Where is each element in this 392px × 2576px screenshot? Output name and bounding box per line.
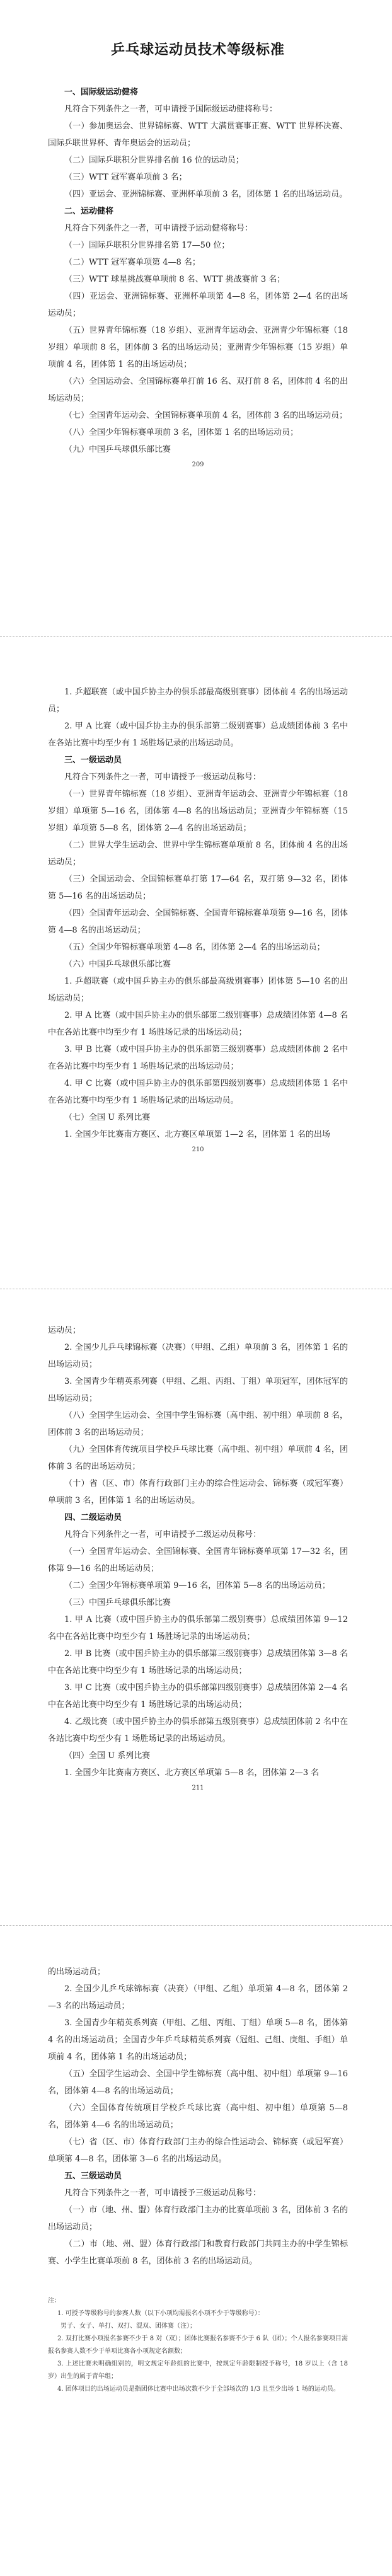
page-2	[0, 640, 392, 1282]
paragraph: 凡符合下列条件之一者，可申请授予一级运动员称号：	[64, 773, 262, 782]
paragraph: （九）全国体育传统项目学校乒乓球比赛（高中组、初中组）单项前 4 名，团体前 3 名的出场运动员；	[48, 1445, 348, 1471]
paragraph: （五）全国学生运动会、全国中学生锦标赛（高中组、初中组）单项第 9—16 名，团体第 4—8 名的出场运动员；	[48, 2069, 348, 2096]
paragraph: （十）省（区、市）体育行政部门主办的综合性运动会、锦标赛（或冠军赛）单项前 3 名，团体第 1 名的出场运动员。	[48, 1479, 348, 1505]
page-number: 209	[192, 461, 204, 468]
paragraph: （二）全国少年锦标赛单项第 9—16 名，团体第 5—8 名的出场运动员；	[64, 1581, 330, 1590]
page-number: 211	[192, 1785, 204, 1791]
paragraph: 2. 全国少儿乒乓球锦标赛（决赛）（甲组、乙组）单项前 3 名，团体第 1 名的出场运动员；	[48, 1343, 348, 1369]
paragraph: 3. 全国青少年精英系列赛（甲组、乙组、丙组、丁组）单项 5—8 名，团体第 4 名的出场运动员；全国青少年乒乓球精英系列赛（冠组、己组、庚组、手组）单项前 4 名，团体第 1 名的出场运动员；	[48, 2018, 348, 2062]
paragraph: 4. 乙级比赛（或中国乒协主办的俱乐部第五级别赛事）总成绩团体前 2 名中在各站比赛中均至少有 1 场胜场记录的出场运动员。	[48, 1717, 348, 1744]
paragraph: （四）全国 U 系列比赛	[64, 1751, 151, 1761]
paragraph: 2. 甲 A 比赛（或中国乒协主办的俱乐部第二级别赛事）总成绩团体前 3 名中在各站比赛中均至少有 1 场胜场记录的出场运动员。	[48, 722, 348, 748]
page-4-body	[48, 1928, 348, 2270]
paragraph: （四）全国青年运动会、全国锦标赛、全国青年锦标赛单项第 9—16 名，团体第 4—8 名的出场运动员；	[48, 909, 348, 935]
paragraph: （二）WTT 冠军赛单项第 4—8 名；	[64, 258, 200, 267]
paragraph: 的出场运动员；	[48, 1967, 106, 1977]
page-3	[0, 1292, 392, 1928]
page-separator	[0, 1925, 392, 1926]
paragraph: （二）国际乒联积分世界排名前 16 位的运动员；	[64, 156, 244, 165]
paragraph: （一）参加奥运会、世界锦标赛、WTT 大满贯赛事正赛、WTT 世界杯决赛、国际乒联世界杯、青年奥运会的运动员；	[48, 122, 348, 148]
paragraph: 1. 全国少年比赛南方赛区、北方赛区单项第 5—8 名，团体第 2—3 名	[64, 1768, 320, 1778]
paragraph: （七）全国青年运动会、全国锦标赛单项前 4 名，团体前 3 名的出场运动员；	[64, 411, 348, 420]
paragraph: （七）全国 U 系列比赛	[64, 1113, 151, 1122]
paragraph: （八）全国少年锦标赛单项前 3 名，团体第 1 名的出场运动员；	[64, 428, 299, 437]
paragraph: （一）国际乒联积分世界排名第 17—50 位；	[64, 241, 230, 250]
paragraph: 3. 甲 B 比赛（或中国乒协主办的俱乐部第三级别赛事）总成绩团体前 2 名中在各站比赛中均至少有 1 场胜场记录的出场运动员；	[48, 1045, 348, 1071]
section-heading: 三、一级运动员	[64, 756, 122, 765]
page-3-body	[48, 1292, 348, 1781]
paragraph: （二）市（地、州、盟）体育行政部门和教育行政部门共同主办的中学生锦标赛、小学生比赛单项前 8 名，团体前 3 名的出场运动员。	[48, 2240, 348, 2266]
section-heading: 四、二级运动员	[64, 1513, 122, 1522]
paragraph: （三）WTT 球星挑战赛单项前 8 名、WTT 挑战赛前 3 名；	[64, 275, 285, 284]
paragraph: （六）全国体育传统项目学校乒乓球比赛（高中组、初中组）单项第 5—8 名，团体第 4—6 名的出场运动员；	[48, 2103, 348, 2130]
document-title: 乒乓球运动员技术等级标准	[110, 42, 285, 58]
paragraph: 4. 甲 C 比赛（或中国乒协主办的俱乐部第四级别赛事）总成绩团体第 1 名中在各站比赛中均至少有 1 场胜场记录的出场运动员。	[48, 1079, 348, 1105]
paragraph: （四）亚运会、亚洲锦标赛、亚洲杯单项前 3 名，团体第 1 名的出场运动员。	[64, 190, 348, 199]
paragraph: （六）中国乒乓球俱乐部比赛	[64, 960, 171, 969]
page-1-body	[48, 59, 348, 458]
note-item: 1. 可授予等级称号的参赛人数（以下小项均需报名小项不少于等级称号）：	[57, 2310, 264, 2317]
paragraph: （五）世界青年锦标赛（18 岁组）、亚洲青年运动会、亚洲青少年锦标赛（18 岁组）单项前 8 名，团体前 3 名的出场运动员；亚洲青少年锦标赛（15 岁组）单项前 4 名，团体第 1 名的出场运动员；	[48, 326, 348, 369]
paragraph: （三）全国运动会、全国锦标赛单打第 17—64 名，双打第 9—32 名，团体第 5—16 名的出场运动员；	[48, 875, 348, 901]
page-2-body	[48, 640, 348, 1143]
paragraph: 3. 全国青少年精英系列赛（甲组、乙组、丙组、丁组）单项冠军，团体冠军的出场运动员；	[48, 1377, 348, 1403]
paragraph: （一）市（地、州、盟）体育行政部门主办的比赛单项前 3 名，团体前 3 名的出场运动员；	[48, 2205, 348, 2232]
paragraph: 凡符合下列条件之一者，可申请授予国际级运动健将称号：	[64, 105, 278, 114]
paragraph: 凡符合下列条件之一者，可申请授予运动健将称号：	[64, 224, 253, 233]
paragraph: （四）亚运会、亚洲锦标赛、亚洲杯单项第 4—8 名，团体第 2—4 名的出场运动员；	[48, 292, 348, 318]
page-1	[0, 0, 392, 636]
page-separator	[0, 636, 392, 637]
note-item: 4. 团体项目的出场运动员是指团体比赛中出场次数不少于全部场次的 1/3 且至少出场 1 场的运动员。	[57, 2386, 340, 2393]
paragraph: （二）世界大学生运动会、世界中学生锦标赛单项前 8 名，团体前 4 名的出场运动员；	[48, 841, 348, 867]
page-4	[0, 1928, 392, 2576]
paragraph: 运动员；	[48, 1326, 81, 1335]
paragraph: 2. 全国少儿乒乓球锦标赛（决赛）（甲组、乙组）单项第 4—8 名，团体第 2—3 名的出场运动员；	[48, 1984, 348, 2011]
paragraph: （一）全国青年运动会、全国锦标赛、全国青年锦标赛单项第 17—32 名，团体第 9—16 名的出场运动员；	[48, 1547, 348, 1573]
paragraph: 凡符合下列条件之一者，可申请授予三级运动员称号：	[64, 2188, 262, 2198]
notes-label: 注：	[48, 2297, 61, 2304]
paragraph: （三）中国乒乓球俱乐部比赛	[64, 1598, 171, 1607]
note-item: 男子、女子、单打、双打、混双、团体赛（注）；	[61, 2323, 196, 2330]
paragraph: 3. 甲 C 比赛（或中国乒协主办的俱乐部第四级别赛事）总成绩团体第 2—4 名中在各站比赛中均至少有 1 场胜场记录的出场运动员；	[48, 1683, 348, 1710]
paragraph: （七）省（区、市）体育行政部门主办的综合性运动会、锦标赛（或冠军赛）单项第 4—8 名，团体第 3—6 名的出场运动员。	[48, 2137, 348, 2164]
paragraph: （九）中国乒乓球俱乐部比赛	[64, 445, 171, 454]
paragraph: （一）世界青年锦标赛（18 岁组）、亚洲青年运动会、亚洲青少年锦标赛（18 岁组）单项第 5—16 名，团体第 4—8 名的出场运动员；亚洲青少年锦标赛（15 岁组）单项第 5—8 名，团体第 2—4 名的出场运动员；	[48, 790, 348, 833]
paragraph: 凡符合下列条件之一者，可申请授予二级运动员称号：	[64, 1530, 262, 1539]
page-number: 210	[192, 1146, 204, 1153]
note-item: 3. 上述比赛未明确组别的，明文规定年龄组的比赛中，按规定年龄限制授予称号，18 岁以上（含 18 岁）出生的属于青年组；	[48, 2360, 348, 2380]
section-heading: 二、运动健将	[64, 207, 114, 216]
paragraph: 1. 甲 A 比赛（或中国乒协主办的俱乐部第二级别赛事）总成绩团体第 9—12 名中在各站比赛中均至少有 1 场胜场记录的出场运动员；	[48, 1615, 348, 1642]
paragraph: （六）全国运动会、全国锦标赛单打前 16 名、双打前 8 名，团体前 4 名的出场运动员；	[48, 377, 348, 403]
section-heading: 五、三级运动员	[64, 2171, 122, 2181]
footnotes	[48, 2295, 348, 2396]
paragraph: 1. 全国少年比赛南方赛区、北方赛区单项第 1—2 名，团体第 1 名的出场	[64, 1130, 330, 1139]
paragraph: （五）全国少年锦标赛单项第 4—8 名，团体第 2—4 名的出场运动员；	[64, 943, 325, 952]
paragraph: 2. 甲 B 比赛（或中国乒协主办的俱乐部第三级别赛事）总成绩团体第 3—8 名中在各站比赛中均至少有 1 场胜场记录的出场运动员；	[48, 1649, 348, 1676]
paragraph: （八）全国学生运动会、全国中学生锦标赛（高中组、初中组）单项前 8 名，团体前 3 名的出场运动员；	[48, 1411, 348, 1437]
section-heading: 一、国际级运动健将	[64, 88, 139, 97]
paragraph: 1. 乒超联赛（或中国乒协主办的俱乐部最高级别赛事）团体第 5—10 名的出场运动员；	[48, 977, 348, 1003]
paragraph: 2. 甲 A 比赛（或中国乒协主办的俱乐部第二级别赛事）总成绩团体第 4—8 名中在各站比赛中均至少有 1 场胜场记录的出场运动员；	[48, 1011, 348, 1037]
paragraph: （三）WTT 冠军赛单项前 3 名；	[64, 173, 187, 182]
note-item: 2. 双打比赛小项报名参赛不少于 8 对（双）；团体比赛报名参赛不少于 6 队（团）；个人报名参赛项目需报名参赛人数不少于单项比赛各小项规定名额数；	[48, 2335, 348, 2355]
paragraph: 1. 乒超联赛（或中国乒协主办的俱乐部最高级别赛事）团体前 4 名的出场运动员；	[48, 687, 348, 714]
